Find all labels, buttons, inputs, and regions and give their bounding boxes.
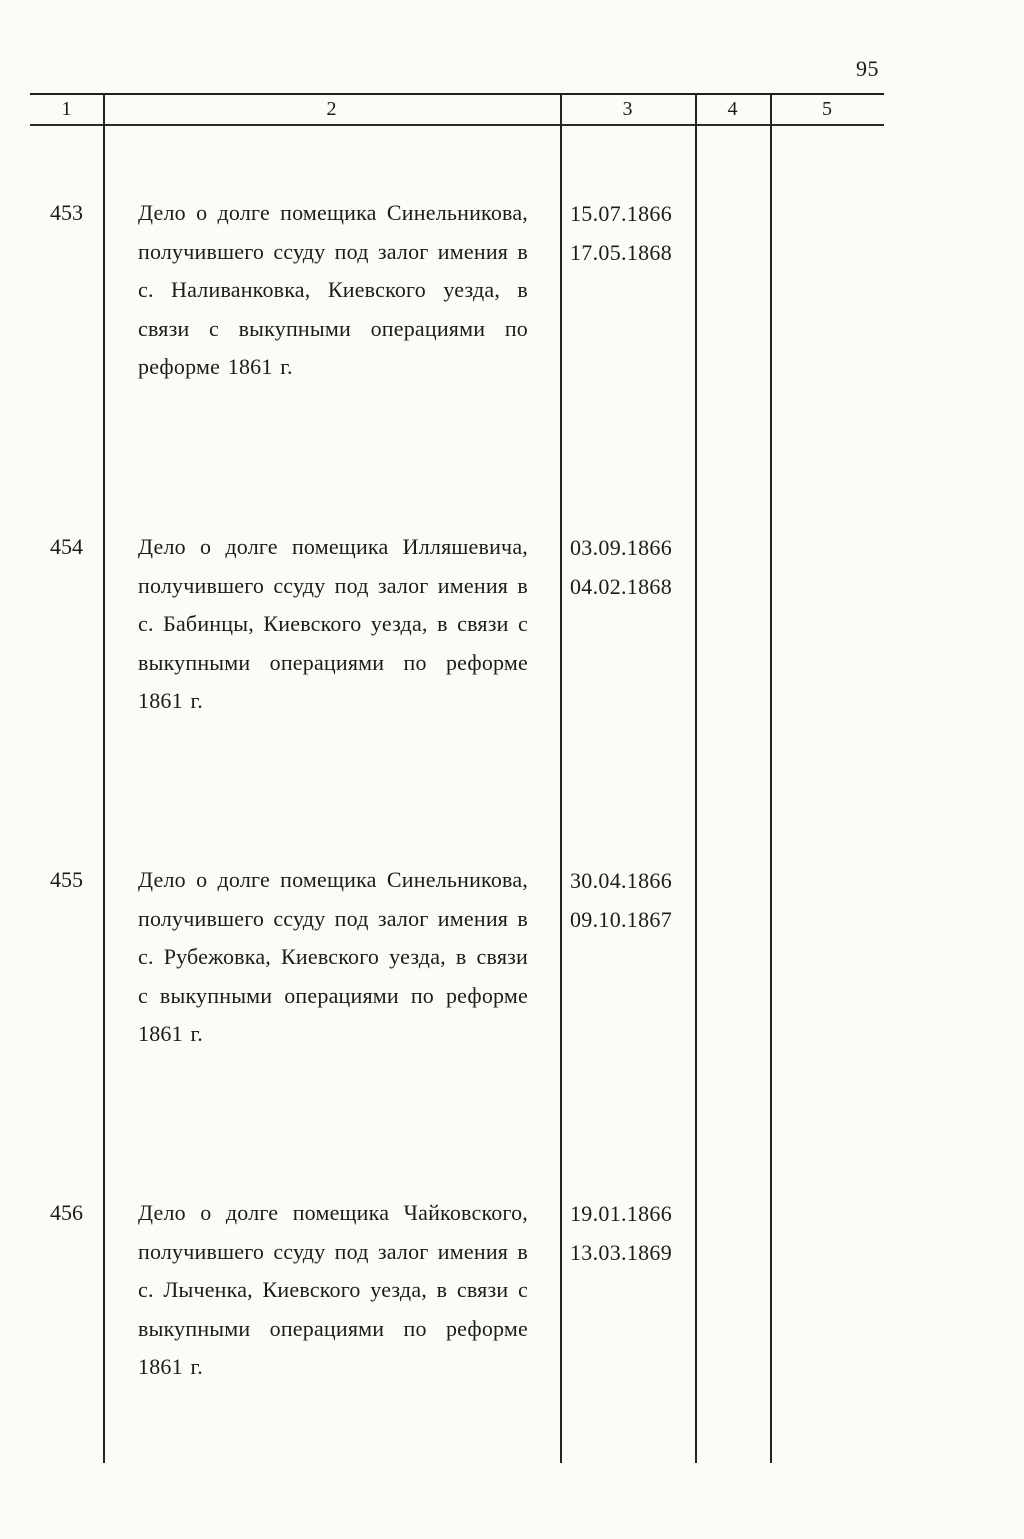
date-end: 17.05.1868 xyxy=(570,240,672,265)
column-header-1: 1 xyxy=(61,98,72,120)
table-header-underline xyxy=(30,124,884,126)
column-header-2: 2 xyxy=(326,98,337,120)
table-header-row xyxy=(30,97,884,124)
date-start: 15.07.1866 xyxy=(570,201,672,226)
column-header-3: 3 xyxy=(622,98,633,120)
column-divider-1 xyxy=(103,95,105,1463)
case-number: 453 xyxy=(50,200,83,225)
table-top-border xyxy=(30,93,884,95)
case-description: Дело о долге помещика Синельникова, получившего ссуду под залог имения в с. Наливанковка, Киевского уезда, в связи с выкупными операциями по реформе 1861 г. xyxy=(138,200,528,379)
case-dates xyxy=(570,528,692,606)
column-divider-4 xyxy=(770,95,772,1463)
date-end: 04.02.1868 xyxy=(570,574,672,599)
page-number: 95 xyxy=(856,56,879,81)
date-start: 03.09.1866 xyxy=(570,535,672,560)
case-description: Дело о долге помещика Синельникова, получившего ссуду под залог имения в с. Рубежовка, Киевского уезда, в связи с выкупными операциями по реформе 1861 г. xyxy=(138,867,528,1046)
case-dates xyxy=(570,194,692,272)
case-dates xyxy=(570,861,692,939)
case-number: 454 xyxy=(50,534,83,559)
column-divider-2 xyxy=(560,95,562,1463)
case-description: Дело о долге помещика Илляшевича, получившего ссуду под залог имения в с. Бабинцы, Киевского уезда, в связи с выкупными операциями по реформе 1861 г. xyxy=(138,534,528,713)
column-divider-3 xyxy=(695,95,697,1463)
case-dates xyxy=(570,1194,692,1272)
date-end: 13.03.1869 xyxy=(570,1240,672,1265)
date-end: 09.10.1867 xyxy=(570,907,672,932)
date-start: 19.01.1866 xyxy=(570,1201,672,1226)
case-description: Дело о долге помещика Чайковского, получившего ссуду под залог имения в с. Лыченка, Киевского уезда, в связи с выкупными операциями по реформе 1861 г. xyxy=(138,1200,528,1379)
column-header-5: 5 xyxy=(822,98,832,120)
case-number: 455 xyxy=(50,867,83,892)
date-start: 30.04.1866 xyxy=(570,868,672,893)
case-number: 456 xyxy=(50,1200,83,1225)
column-header-4: 4 xyxy=(727,98,738,120)
